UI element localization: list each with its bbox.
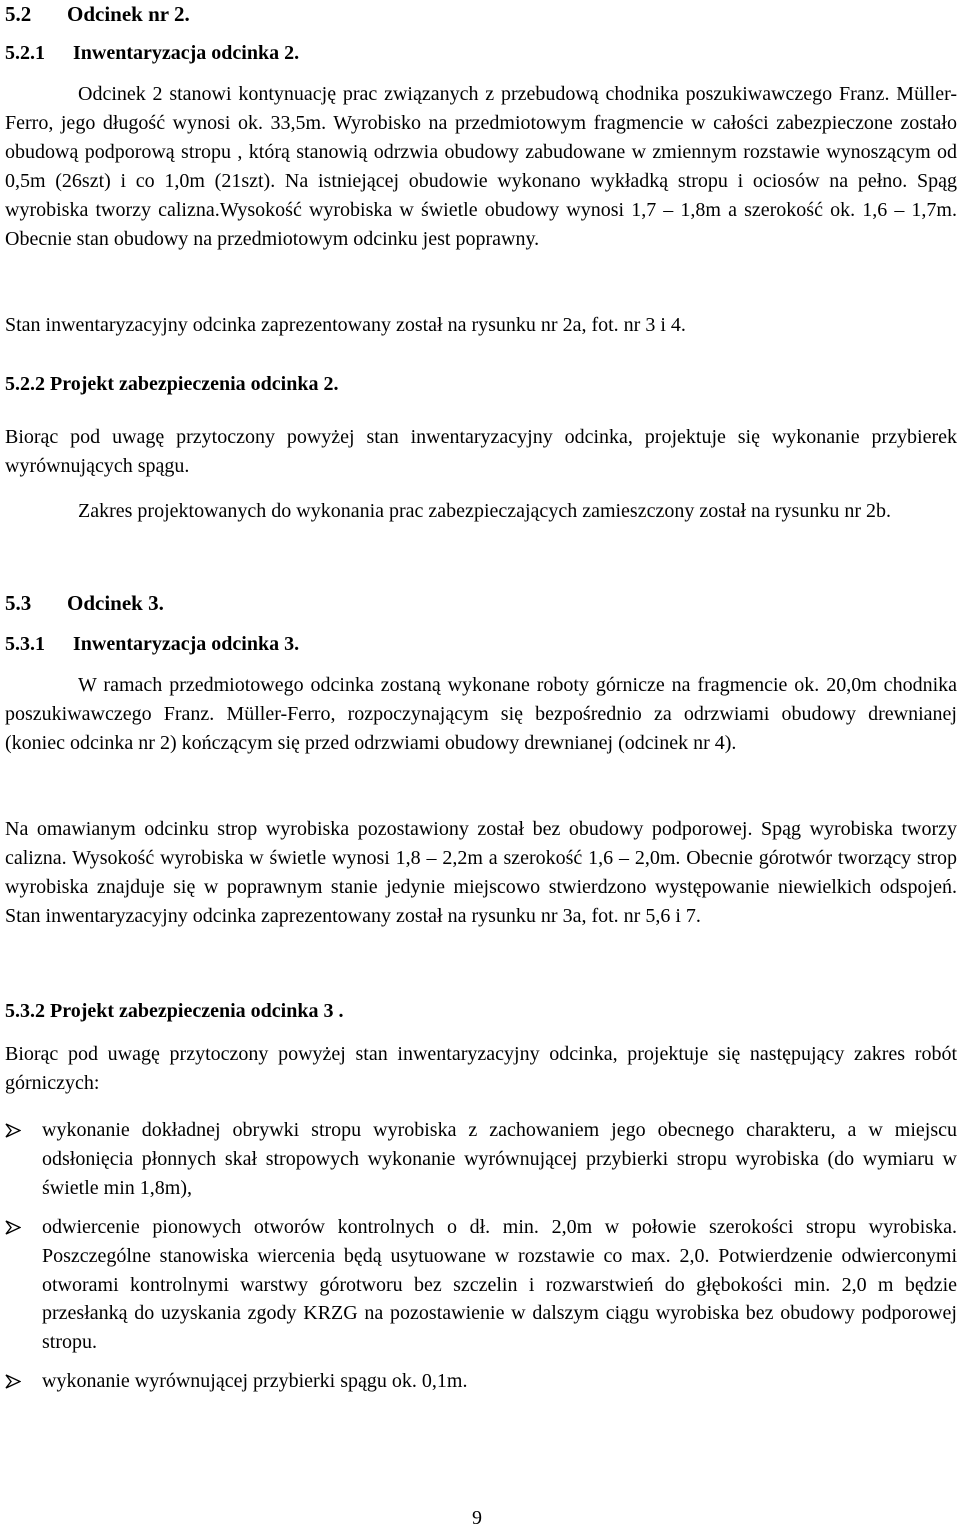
list-item-text: wykonanie wyrównującej przybierki spągu ok. 0,1m.: [42, 1370, 468, 1393]
heading-title: Odcinek nr 2.: [67, 2, 190, 26]
heading-number: 5.2: [5, 2, 32, 26]
paragraph-section-2-scope: Zakres projektowanych do wykonania prac zabezpieczających zamieszczony został na rysunku nr 2b.: [78, 500, 891, 522]
heading-5-3-2: 5.3.2 Projekt zabezpieczenia odcinka 3 .: [5, 1000, 344, 1022]
list-item-text: wykonanie dokładnej obrywki stropu wyrobiska z zachowaniem jego obecnego charakteru, a w miejscu odsłonięcia płonnych skał stropowych wykonanie wyrównującej przybierki stropu wyrobiska (do wymiaru w świetle min 1,8m),: [42, 1119, 957, 1199]
heading-title: Inwentaryzacja odcinka 3.: [73, 633, 300, 655]
heading-5-3-1: [5, 632, 299, 656]
paragraph-section-3-inventory: W ramach przedmiotowego odcinka zostaną wykonane roboty górnicze na fragmencie ok. 20,0m chodnika poszukiwawczego Franz. Müller-Ferro, rozpoczynającym się bezpośrednio za odrzwiami obudowy drewnianej (koniec odcinka nr 2) kończącym się przed odrzwiami obudowy drewnianej (odcinek nr 4).: [5, 674, 957, 754]
heading-number: 5.3.1: [5, 633, 45, 655]
heading-number: 5.2.1: [5, 42, 45, 64]
heading-title: Odcinek 3.: [67, 591, 164, 615]
list-item: [5, 1367, 957, 1396]
arrow-bullet-icon: [5, 1374, 21, 1389]
paragraph-section-3-project: Biorąc pod uwagę przytoczony powyżej stan inwentaryzacyjny odcinka, projektuje się następujący zakres robót górniczych:: [5, 1043, 957, 1094]
arrow-bullet-icon: [5, 1123, 21, 1138]
paragraph-section-2-drawing-ref: Stan inwentaryzacyjny odcinka zaprezentowany został na rysunku nr 2a, fot. nr 3 i 4.: [5, 314, 686, 336]
list-item-text: odwiercenie pionowych otworów kontrolnych o dł. min. 2,0m w połowie szerokości stropu wyrobiska. Poszczególne stanowiska wiercenia będą usytuowane w rozstawie co max. 2,0. Potwierdzenie odwierconymi otworami kontrolnymi warstwy górotworu bez szczelin i rozwarstwień do głębokości min. 2,0 m będzie przesłanką do uzyskania zgody KRZG na pozostawienie w dalszym ciągu wyrobiska bez obudowy podporowej stropu.: [42, 1215, 957, 1354]
heading-5-2-2: 5.2.2 Projekt zabezpieczenia odcinka 2.: [5, 373, 339, 395]
heading-5-2-1: [5, 41, 299, 65]
heading-5-3: [5, 591, 164, 615]
heading-5-2: [5, 2, 190, 26]
paragraph-section-3-condition: Na omawianym odcinku strop wyrobiska pozostawiony został bez obudowy podporowej. Spąg wyrobiska tworzy calizna. Wysokość wyrobiska w świetle wynosi 1,8 – 2,2m a szerokość 1,6 – 2,0m. Obecnie górotwór tworzący strop wyrobiska znajduje się w poprawnym stanie jedynie miejscowo stwierdzono występowanie niewielkich odspojeń. Stan inwentaryzacyjny odcinka zaprezentowany został na rysunku nr 3a, fot. nr 5,6 i 7.: [5, 818, 957, 927]
page-number: 9: [472, 1507, 482, 1529]
list-item: [5, 1116, 957, 1203]
paragraph-section-2-project: Biorąc pod uwagę przytoczony powyżej stan inwentaryzacyjny odcinka, projektuje się wykonanie przybierek wyrównujących spągu.: [5, 426, 957, 477]
arrow-bullet-icon: [5, 1220, 21, 1235]
paragraph-section-2-inventory: Odcinek 2 stanowi kontynuację prac związanych z przebudową chodnika poszukiwawczego Franz. Müller-Ferro, jego długość wynosi ok. 33,5m. Wyrobisko na przedmiotowym fragmencie w całości zabezpieczone zostało obudową podporową stropu , którą stanowią odrzwia obudowy zabudowane w zmiennym rozstawie wynoszącym od 0,5m (26szt) i co 1,0m (21szt). Na istniejącej obudowie wykonano wykładką stropu i ociosów na pełno. Spąg wyrobiska tworzy calizna.Wysokość wyrobiska w świetle obudowy wynosi 1,7 – 1,8m a szerokość ok. 1,6 – 1,7m. Obecnie stan obudowy na przedmiotowym odcinku jest poprawny.: [5, 83, 957, 250]
heading-title: Inwentaryzacja odcinka 2.: [73, 42, 300, 64]
works-list: [5, 1116, 957, 1406]
list-item: [5, 1213, 957, 1358]
heading-number: 5.3: [5, 591, 32, 615]
